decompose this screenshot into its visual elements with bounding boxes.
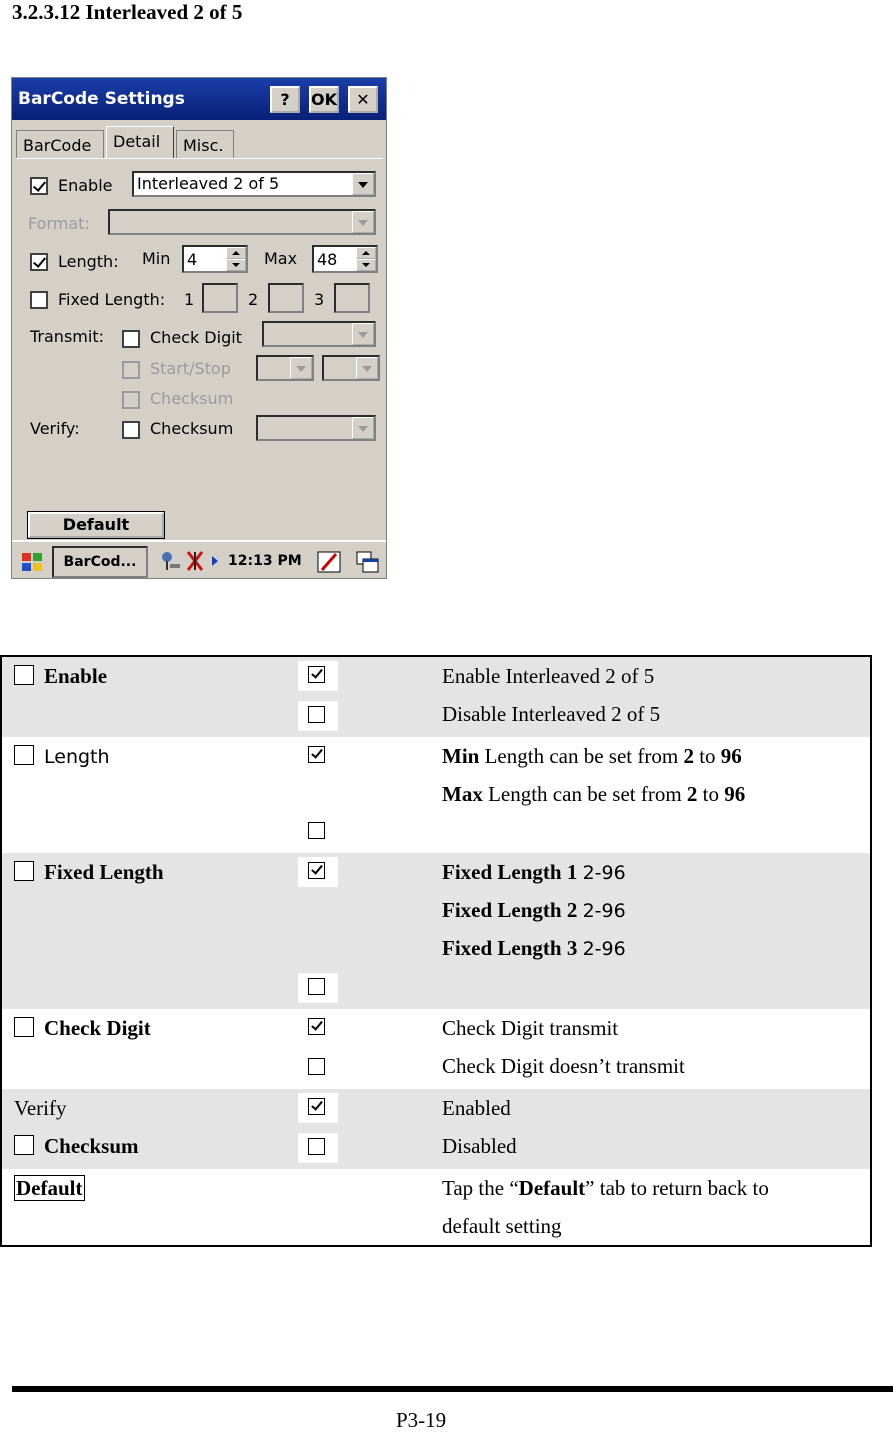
clock[interactable]: 12:13 PM: [228, 553, 302, 569]
max-to-word: to: [702, 782, 720, 806]
network-icon[interactable]: [160, 550, 182, 572]
window-title: BarCode Settings: [18, 89, 185, 109]
min-label: Min: [142, 249, 171, 268]
enable-off-text: Disable Interleaved 2 of 5: [442, 702, 661, 726]
check-digit-on-text: Check Digit transmit: [442, 1016, 619, 1040]
spin-up-icon[interactable]: [356, 247, 376, 259]
start-stop-checkbox[interactable]: [122, 361, 140, 379]
table-row-check-digit: [1, 1009, 871, 1089]
windows-start-icon[interactable]: [18, 548, 46, 576]
title-bar: [12, 78, 387, 120]
check-digit-off-text: Check Digit doesn’t transmit: [442, 1054, 685, 1078]
tab-detail[interactable]: Detail: [106, 126, 174, 158]
chevron-down-icon: [352, 173, 374, 195]
enable-checkbox[interactable]: [30, 177, 48, 195]
settings-table: [0, 655, 872, 1247]
length-checkbox[interactable]: [30, 253, 48, 271]
max-value: 48: [317, 250, 338, 269]
default-button[interactable]: Default: [28, 512, 164, 538]
footer-rule: [12, 1386, 893, 1392]
min-prefix: Min: [442, 744, 480, 768]
detail-panel: [16, 158, 383, 544]
input-panel-icon[interactable]: [316, 548, 344, 576]
default-setting-label: Default: [16, 1176, 83, 1200]
symbology-select[interactable]: [132, 171, 376, 197]
taskbar: [12, 540, 387, 579]
min-stepper[interactable]: [182, 245, 248, 273]
max-from: 2: [686, 782, 698, 806]
table-row-verify: [1, 1089, 871, 1169]
table-row-enable: [1, 656, 871, 737]
unchecked-checkbox-icon: [298, 1133, 338, 1163]
unchecked-checkbox-icon: [298, 701, 338, 731]
verify-label: Verify:: [30, 419, 80, 438]
empty-checkbox-icon: [14, 1017, 34, 1037]
fixed-length-setting-label: Fixed Length: [44, 860, 164, 884]
checked-checkbox-icon: [298, 661, 338, 691]
max-to: 96: [724, 782, 746, 806]
fixed-1-label-hidden: 1: [184, 290, 195, 309]
min-to: 96: [720, 744, 742, 768]
checked-checkbox-icon: [298, 857, 338, 887]
fixed-2-range: 2-96: [582, 900, 626, 922]
spin-down-icon[interactable]: [226, 259, 246, 271]
empty-checkbox-icon: [14, 1135, 34, 1155]
check-digit-checkbox[interactable]: [122, 330, 140, 348]
unchecked-checkbox-icon: [298, 1053, 338, 1083]
unchecked-checkbox-icon: [298, 973, 338, 1003]
spin-up-icon[interactable]: [226, 247, 246, 259]
fixed-1-range: 2-96: [582, 862, 626, 884]
fixed-3-label: Fixed Length 3: [442, 936, 578, 960]
check-digit-setting-label: Check Digit: [44, 1016, 151, 1040]
max-prefix: Max: [442, 782, 483, 806]
windows-switch-icon[interactable]: [354, 548, 382, 576]
checked-checkbox-icon: [298, 1013, 338, 1043]
min-text: Length can be set from: [484, 744, 679, 768]
fixed-3-range: 2-96: [582, 938, 626, 960]
min-to-word: to: [699, 744, 716, 768]
verify-setting-label: Verify: [14, 1096, 67, 1120]
section-heading: 3.2.3.12 Interleaved 2 of 5: [12, 0, 243, 24]
format-label: Format:: [28, 214, 90, 233]
page-number: P3-19: [396, 1408, 447, 1432]
length-label: Length:: [58, 252, 119, 271]
length-setting-label: Length: [44, 746, 110, 768]
verify-on-text: Enabled: [442, 1096, 511, 1120]
enable-on-text: Enable Interleaved 2 of 5: [442, 664, 655, 688]
signal-off-icon[interactable]: [184, 550, 206, 572]
taskbar-app-button[interactable]: BarCod...: [52, 546, 148, 578]
checksum-verify-label: Checksum: [150, 419, 234, 438]
transmit-label: Transmit:: [30, 327, 104, 346]
fixed-1-label: 2: [248, 290, 259, 309]
check-digit-label: Check Digit: [150, 328, 242, 347]
enable-setting-label: Enable: [44, 664, 108, 688]
close-button[interactable]: ✕: [348, 86, 378, 113]
table-row-default: [1, 1169, 871, 1246]
checksum-verify-checkbox[interactable]: [122, 421, 140, 439]
table-row-fixed-length: [1, 853, 871, 1009]
empty-checkbox-icon: [14, 665, 34, 685]
fixed-length-3-field[interactable]: [334, 283, 370, 313]
table-row-length: [1, 737, 871, 853]
enable-label: Enable: [58, 176, 113, 195]
unchecked-checkbox-icon: [298, 817, 338, 847]
format-select[interactable]: [108, 209, 376, 235]
chevron-down-icon: [352, 211, 374, 233]
chevron-down-icon: [352, 417, 374, 439]
barcode-settings-window: [11, 77, 387, 579]
chevron-down-icon: [290, 357, 312, 379]
verify-off-text: Disabled: [442, 1134, 517, 1158]
fixed-3-label: 3: [314, 290, 325, 309]
fixed-length-2-field[interactable]: [268, 283, 304, 313]
tab-barcode[interactable]: BarCode: [16, 130, 104, 158]
checksum-transmit-label: Checksum: [150, 389, 234, 408]
symbology-value: Interleaved 2 of 5: [137, 174, 280, 193]
max-stepper[interactable]: [312, 245, 378, 273]
spin-down-icon[interactable]: [356, 259, 376, 271]
empty-checkbox-icon: [14, 861, 34, 881]
checked-checkbox-icon: [298, 741, 338, 771]
chevron-down-icon: [356, 357, 378, 379]
start-select[interactable]: [256, 355, 314, 381]
empty-checkbox-icon: [14, 745, 34, 765]
checked-checkbox-icon: [298, 1093, 338, 1123]
max-text: Length can be set from: [488, 782, 682, 806]
fixed-1-label: Fixed Length 1: [442, 860, 578, 884]
verify-select[interactable]: [256, 415, 376, 441]
ok-button[interactable]: OK: [309, 86, 339, 113]
default-pre: Tap the “: [442, 1176, 519, 1200]
chevron-down-icon: [352, 323, 374, 345]
max-label: Max: [264, 249, 298, 268]
tab-misc[interactable]: Misc.: [176, 130, 234, 158]
min-from: 2: [683, 744, 694, 768]
fixed-length-checkbox[interactable]: [30, 291, 48, 309]
checksum-transmit-checkbox[interactable]: [122, 391, 140, 409]
checksum-setting-label: Checksum: [44, 1134, 139, 1158]
start-stop-label: Start/Stop: [150, 359, 231, 378]
fixed-length-1-field[interactable]: [202, 283, 238, 313]
fixed-length-label: Fixed Length:: [58, 290, 166, 309]
fixed-2-label: Fixed Length 2: [442, 898, 578, 922]
default-line2: default setting: [442, 1214, 562, 1238]
stop-select[interactable]: [322, 355, 380, 381]
help-button[interactable]: ?: [270, 86, 300, 113]
tray-arrow-icon[interactable]: [210, 555, 220, 567]
default-post: ” tab to return back to: [585, 1176, 769, 1200]
min-value: 4: [187, 250, 198, 269]
check-digit-select[interactable]: [262, 321, 376, 347]
default-bold: Default: [518, 1176, 586, 1200]
